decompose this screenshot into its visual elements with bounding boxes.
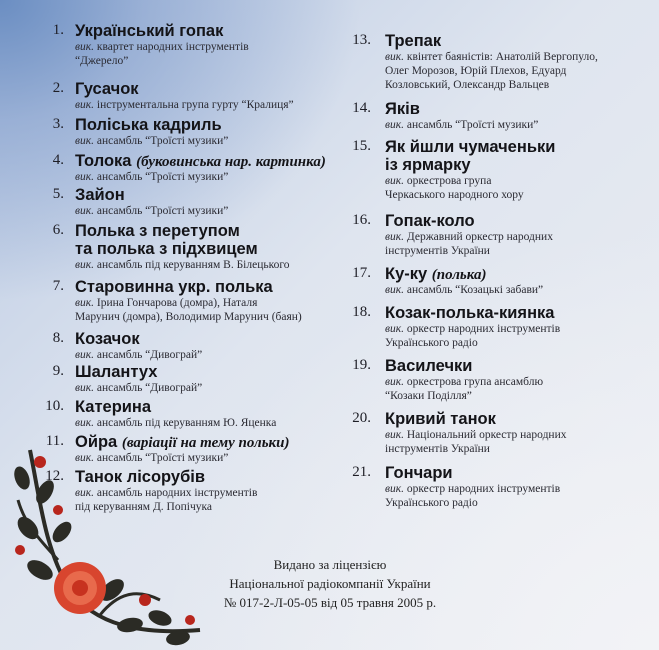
track-performer-line: вик. Національний оркестр народних	[385, 429, 567, 441]
track-title-text: Зайон	[75, 186, 125, 204]
track-number: 2.	[52, 80, 64, 96]
track-title	[385, 410, 496, 428]
track-title-text: Кривий танок	[385, 410, 496, 428]
track-title-text: Гончари	[385, 464, 453, 482]
track-title-text: Шалантух	[75, 363, 158, 381]
track-title-text: Козачок	[75, 330, 140, 348]
performer-prefix: вик.	[385, 483, 404, 495]
track-performer-line: вик. ансамбль під керуванням В. Білецького	[75, 259, 290, 271]
performer-prefix: вик.	[385, 51, 404, 63]
track-number: 18.	[352, 304, 371, 320]
track-performer-line: Черкаського народного хору	[385, 189, 524, 201]
performer-prefix: вик.	[75, 135, 94, 147]
track-title	[75, 186, 125, 204]
footer-line-3: № 017-2-Л-05-05 від 05 травня 2005 р.	[223, 595, 437, 610]
performer-prefix: вик.	[385, 429, 404, 441]
track-performer-line: Українського радіо	[385, 497, 478, 509]
track-title	[75, 398, 151, 416]
track-title-text: Ойра	[75, 433, 122, 451]
track-performer-line: “Джерело”	[75, 55, 129, 67]
track-title	[385, 100, 420, 118]
track-subtitle: (буковинська нар. картинка)	[136, 154, 326, 170]
track-subtitle: (варіації на тему польки)	[121, 435, 290, 451]
performer-prefix: вик.	[75, 205, 94, 217]
performer-prefix: вик.	[75, 99, 94, 111]
track-performer-line: вик. Ірина Гончарова (домра), Наталя	[75, 297, 258, 309]
track-title-text: Ку-ку	[385, 265, 432, 283]
track-title-text: Гопак-коло	[385, 212, 475, 230]
track-number: 20.	[352, 410, 371, 426]
track-title-text: Трепак	[385, 32, 442, 50]
track-performer-line: вик. оркестрова група ансамблю	[385, 376, 544, 388]
track-title-text: Гусачок	[75, 80, 139, 98]
performer-prefix: вик.	[75, 349, 94, 361]
track-performer-line: вик. оркестр народних інструментів	[385, 323, 561, 335]
track-number: 3.	[52, 116, 64, 132]
track-performer-line: Козловський, Олександр Вальцев	[385, 79, 550, 91]
footer-line-1: Видано за ліцензією	[273, 557, 387, 572]
track-title-text: Танок лісорубів	[75, 468, 206, 486]
embroidery-ornament	[0, 440, 230, 650]
track-title-text: Полька з перетупом	[75, 222, 240, 240]
track-title	[75, 22, 223, 40]
track-performer-line: “Козаки Поділля”	[385, 390, 472, 402]
track-number: 5.	[52, 186, 64, 202]
track-performer-line: вик. квартет народних інструментів	[75, 41, 249, 53]
track-title	[385, 212, 475, 230]
track-number: 9.	[52, 363, 64, 379]
track-title	[75, 80, 139, 98]
track-performer-line: вик. ансамбль “Дивограй”	[75, 349, 203, 361]
track-number: 8.	[52, 330, 64, 346]
performer-prefix: вик.	[385, 376, 404, 388]
performer-prefix: вик.	[75, 297, 94, 309]
track-performer-line: вик. ансамбль під керуванням Ю. Яценка	[75, 417, 277, 429]
performer-prefix: вик.	[75, 171, 94, 183]
track-number: 13.	[352, 32, 371, 48]
track-number: 14.	[352, 100, 371, 116]
footer-line-2: Національної радіокомпанії України	[229, 576, 431, 591]
track-performer-line: вик. ансамбль “Троїсті музики”	[75, 135, 229, 147]
track-performer-line: вик. Державний оркестр народних	[385, 231, 553, 243]
track-performer-line: Марунич (домра), Володимир Марунич (баян)	[75, 311, 302, 323]
track-title	[75, 278, 273, 296]
track-title	[385, 32, 441, 50]
track-title-text: Толока	[75, 152, 137, 170]
track-performer-line: вик. ансамбль народних інструментів	[75, 487, 258, 499]
track-title-text: Старовинна укр. полька	[75, 278, 273, 296]
performer-prefix: вик.	[75, 41, 94, 53]
track-number: 6.	[52, 222, 64, 238]
performer-prefix: вик.	[75, 382, 94, 394]
track-title-text: Василечки	[385, 357, 473, 375]
track-performer-line: вик. квінтет баяністів: Анатолій Вергопуло,	[385, 51, 598, 63]
track-number: 21.	[352, 464, 371, 480]
track-title-text: Яків	[385, 100, 420, 118]
track-performer-line: Українського радіо	[385, 337, 478, 349]
track-subtitle: (полька)	[431, 267, 487, 283]
performer-prefix: вик.	[385, 323, 404, 335]
track-performer-line: вик. ансамбль “Троїсті музики”	[75, 171, 229, 183]
performer-prefix: вик.	[385, 284, 404, 296]
performer-prefix: вик.	[75, 417, 94, 429]
track-number: 17.	[352, 265, 371, 281]
track-number: 15.	[352, 138, 371, 154]
performer-prefix: вик.	[75, 259, 94, 271]
track-number: 4.	[52, 152, 64, 168]
track-performer-line: Олег Морозов, Юрій Плехов, Едуард	[385, 65, 567, 77]
license-footer	[185, 555, 475, 612]
track-performer-line: інструментів України	[385, 443, 490, 455]
track-performer-line: вик. ансамбль “Троїсті музики”	[75, 452, 229, 464]
track-number: 19.	[352, 357, 371, 373]
track-performer-line: вик. ансамбль “Троїсті музики”	[75, 205, 229, 217]
track-title-line-2: із ярмарку	[385, 156, 471, 174]
performer-prefix: вик.	[75, 487, 94, 499]
track-performer-line: під керуванням Д. Попічука	[75, 501, 213, 513]
performer-prefix: вик.	[75, 452, 94, 464]
track-title	[385, 265, 487, 284]
track-performer-line: вик. оркестрова група	[385, 175, 492, 187]
track-title-text: Козак-полька-киянка	[385, 304, 555, 322]
performer-prefix: вик.	[385, 231, 404, 243]
track-title-text: Як йшли чумаченьки	[385, 138, 556, 156]
track-title	[385, 304, 554, 322]
track-title	[75, 330, 140, 348]
track-number: 11.	[45, 433, 64, 449]
performer-prefix: вик.	[385, 119, 404, 131]
track-number: 16.	[352, 212, 371, 228]
track-title-text: Поліська кадриль	[75, 116, 222, 134]
track-number: 7.	[52, 278, 64, 294]
track-number: 12.	[45, 468, 64, 484]
track-title-text: Катерина	[75, 398, 152, 416]
track-title	[385, 357, 472, 375]
track-title	[385, 464, 453, 482]
track-title	[75, 116, 222, 134]
track-performer-line: інструментів України	[385, 245, 490, 257]
track-performer-line: вик. оркестр народних інструментів	[385, 483, 561, 495]
rose-icon	[54, 562, 106, 614]
track-performer-line: вик. ансамбль “Троїсті музики”	[385, 119, 539, 131]
track-number: 10.	[45, 398, 64, 414]
track-performer-line: вик. ансамбль “Дивограй”	[75, 382, 203, 394]
performer-prefix: вик.	[385, 175, 404, 187]
track-title-line-2: та полька з підхвицем	[75, 240, 258, 258]
track-title	[75, 152, 326, 171]
track-title	[385, 138, 555, 156]
track-performer-line: вик. інструментальна група гурту “Кралиця”	[75, 99, 294, 111]
track-number: 1.	[52, 22, 64, 38]
track-title-text: Український гопак	[75, 22, 224, 40]
track-performer-line: вик. ансамбль “Козацькі забави”	[385, 284, 544, 296]
track-title	[75, 363, 157, 381]
track-title	[75, 222, 240, 240]
